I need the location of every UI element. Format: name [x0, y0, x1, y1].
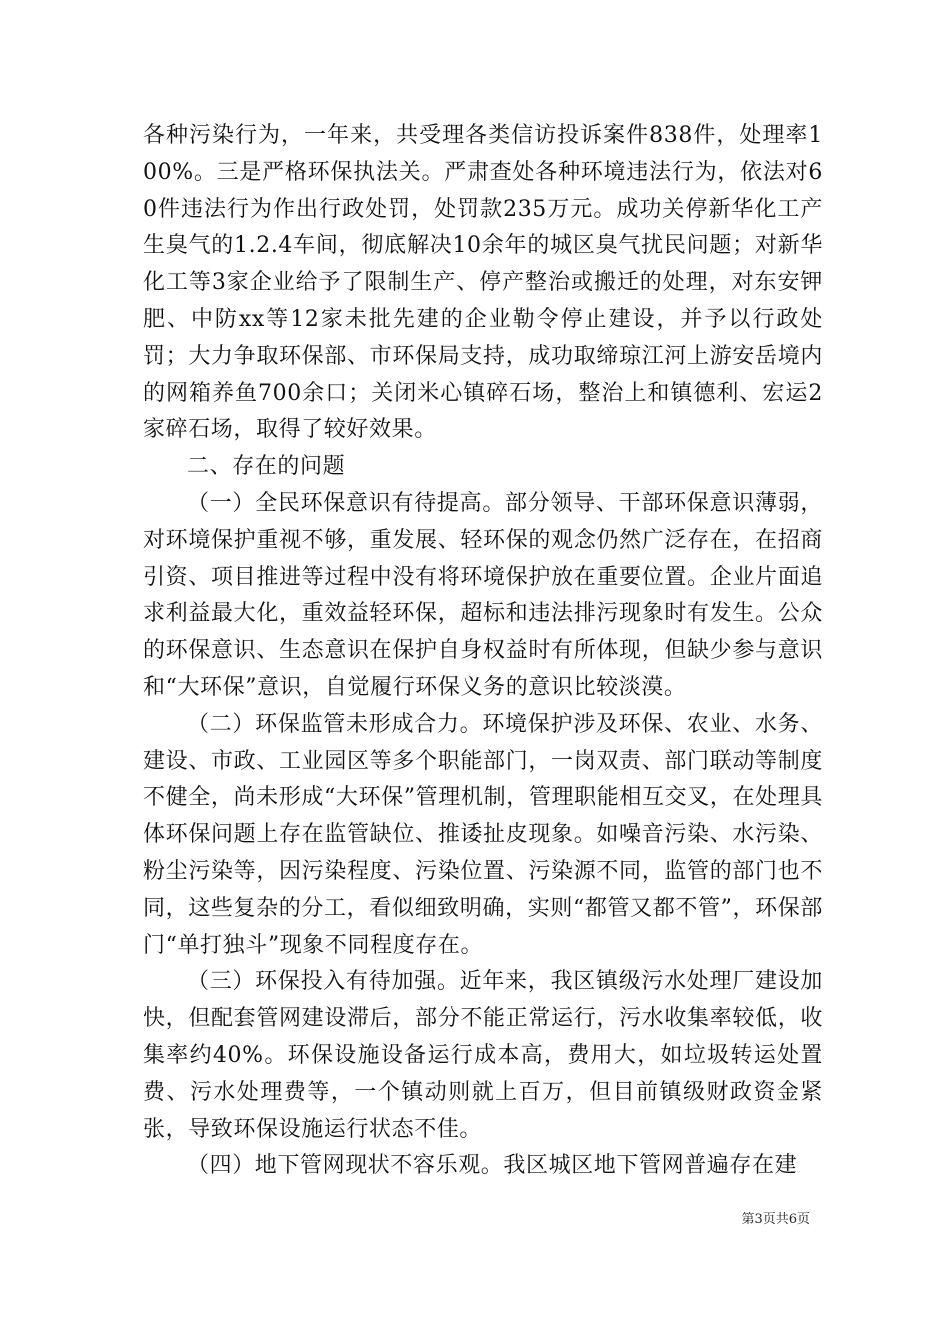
- document-body: [143, 118, 823, 1185]
- paragraph-item-1: （一）全民环保意识有待提高。部分领导、干部环保意识薄弱，对环境保护重视不够，重发展、轻环保的观念仍然广泛存在，在招商引资、项目推进等过程中没有将环境保护放在重要位置。企业片面追求利益最大化，重效益轻环保，超标和违法排污现象时有发生。公众的环保意识、生态意识在保护自身权益时有所体现，但缺少参与意识和“大环保”意识，自觉履行环保义务的意识比较淡漠。: [143, 490, 823, 700]
- page-number: 第3页共6页: [741, 1212, 810, 1227]
- paragraph-item-3: （三）环保投入有待加强。近年来，我区镇级污水处理厂建设加快，但配套管网建设滞后，部分不能正常运行，污水收集率较低，收集率约40%。环保设施设备运行成本高，费用大，如垃圾转运处置费、污水处理费等，一个镇动则就上百万，但目前镇级财政资金紧张，导致环保设施运行状态不佳。: [143, 969, 823, 1142]
- paragraph-continuation: 各种污染行为，一年来，共受理各类信访投诉案件838件，处理率100%。三是严格环保执法关。严肃查处各种环境违法行为，依法对60件违法行为作出行政处罚，处罚款235万元。成功关停新华化工产生臭气的1.2.4车间，彻底解决10余年的城区臭气扰民问题；对新华化工等3家企业给予了限制生产、停产整治或搬迁的处理，对东安钾肥、中防xx等12家未批先建的企业勒令停止建设，并予以行政处罚；大力争取环保部、市环保局支持，成功取缔琼江河上游安岳境内的网箱养鱼700余口；关闭米心镇碎石场，整治上和镇德利、宏运2家碎石场，取得了较好效果。: [143, 123, 823, 443]
- paragraph-item-4: （四）地下管网现状不容乐观。我区城区地下管网普遍存在建: [187, 1153, 798, 1179]
- section-heading: 二、存在的问题: [187, 454, 346, 480]
- paragraph-item-2: （二）环保监管未形成合力。环境保护涉及环保、农业、水务、建设、市政、工业园区等多个职能部门，一岗双责、部门联动等制度不健全，尚未形成“大环保”管理机制，管理职能相互交叉，在处理具体环保问题上存在监管缺位、推诿扯皮现象。如噪音污染、水污染、粉尘污染等，因污染程度、污染位置、污染源不同，监管的部门也不同，这些复杂的分工，看似细致明确，实则“都管又都不管”，环保部门“单打独斗”现象不同程度存在。: [143, 711, 823, 958]
